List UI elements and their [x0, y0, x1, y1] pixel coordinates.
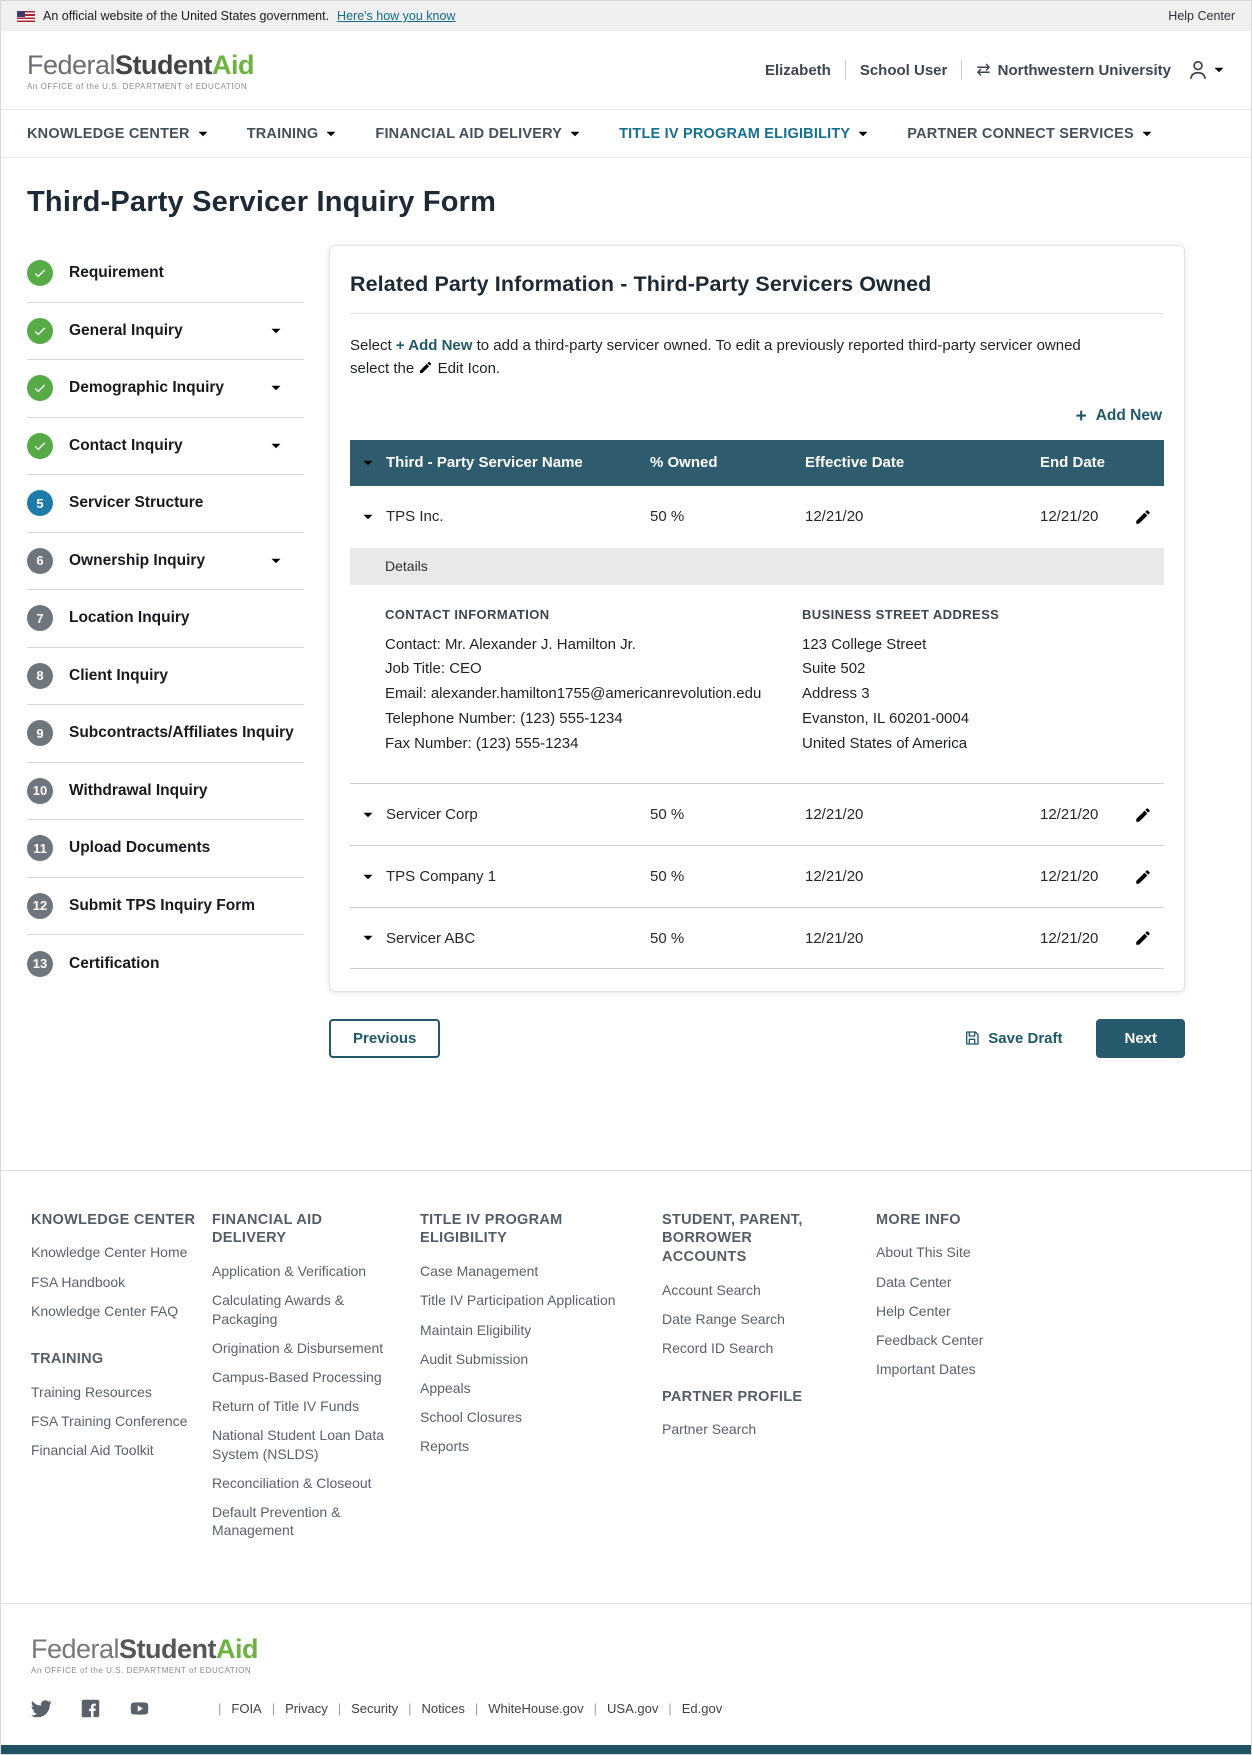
footer-heading: TRAINING: [31, 1350, 104, 1367]
edit-pencil-icon: [1134, 806, 1152, 824]
footer-link[interactable]: Date Range Search: [662, 1311, 785, 1328]
instruction-text: to add a third-party servicer owned. To edit a previously reported third-party servicer owned select the: [350, 337, 1081, 378]
col-effective-date: Effective Date: [805, 454, 905, 471]
address-line: United States of America: [802, 734, 968, 752]
logo-word-federal: Federal: [31, 1634, 120, 1665]
percent-owned: 50 %: [650, 508, 685, 525]
site-header: [1, 31, 1251, 109]
save-draft-button[interactable]: [960, 1022, 1066, 1055]
nav-label: TRAINING: [246, 125, 319, 142]
sidebar-step-demographic-inquiry[interactable]: [27, 360, 304, 418]
sidebar-step-requirement[interactable]: [27, 245, 304, 303]
business-street-address-heading: BUSINESS STREET ADDRESS: [802, 606, 1000, 622]
footer-link[interactable]: Title IV Participation Application: [420, 1292, 616, 1309]
instruction-text: Select: [350, 337, 392, 354]
twitter-icon[interactable]: [31, 1698, 52, 1719]
footer-link[interactable]: Partner Search: [662, 1421, 757, 1438]
col-servicer-name: Third - Party Servicer Name: [386, 454, 583, 471]
footer-heading: PARTNER PROFILE: [662, 1388, 803, 1405]
step-label: Contact Inquiry: [69, 436, 183, 454]
sidebar-step-withdrawal-inquiry[interactable]: [27, 763, 304, 821]
related-party-panel: [329, 245, 1185, 992]
legal-link[interactable]: | Security: [328, 1701, 398, 1716]
col-end-date: End Date: [1040, 454, 1106, 471]
footer-link[interactable]: Application & Verification: [212, 1263, 367, 1280]
previous-button[interactable]: Previous: [329, 1019, 440, 1058]
sidebar-step-location-inquiry[interactable]: [27, 590, 304, 648]
person-icon: [1185, 57, 1211, 83]
edit-pencil-icon: [1134, 929, 1152, 947]
footer-link[interactable]: Return of Title IV Funds: [212, 1398, 360, 1415]
footer-group-title-iv: [420, 1211, 662, 1456]
divider: [961, 60, 962, 80]
sidebar-step-servicer-structure[interactable]: [27, 475, 304, 533]
effective-date: 12/21/20: [805, 508, 864, 525]
row-expand-chevron-icon[interactable]: [362, 873, 374, 881]
nav-label: TITLE IV PROGRAM ELIGIBILITY: [619, 125, 851, 142]
effective-date: 12/21/20: [805, 806, 864, 824]
details-label: Details: [385, 558, 428, 574]
sidebar-step-ownership-inquiry[interactable]: [27, 533, 304, 591]
step-number-badge: 5: [27, 490, 53, 516]
footer-group-training: [31, 1350, 212, 1459]
instruction-text: Edit Icon.: [437, 360, 501, 378]
nav-partner-connect-services[interactable]: [907, 126, 1153, 142]
legal-link[interactable]: | WhiteHouse.gov: [465, 1701, 584, 1716]
bottom-teal-bar: [1, 1745, 1251, 1754]
step-label: Servicer Structure: [69, 494, 204, 512]
footer-link[interactable]: Help Center: [876, 1302, 951, 1319]
table-row: [350, 783, 1164, 845]
plus-icon: +: [1075, 405, 1087, 427]
end-date: 12/21/20: [1040, 806, 1099, 824]
logo-word-student: Student: [115, 49, 213, 80]
chevron-down-icon: [325, 130, 337, 138]
legal-link[interactable]: | USA.gov: [584, 1701, 659, 1716]
step-number-badge: 13: [27, 951, 53, 977]
col-percent-owned: % Owned: [650, 454, 718, 471]
table-row: [350, 845, 1164, 907]
step-sidebar: [27, 245, 304, 993]
contact-line: Contact: Mr. Alexander J. Hamilton Jr.: [385, 635, 636, 653]
footer-link[interactable]: Case Management: [420, 1263, 539, 1280]
address-line: Evanston, IL 60201-0004: [802, 709, 970, 727]
help-center-link[interactable]: Help Center: [1168, 9, 1235, 23]
how-you-know-link[interactable]: Here's how you know: [337, 9, 456, 23]
switch-organization-icon[interactable]: ⇄: [976, 60, 991, 79]
next-button[interactable]: Next: [1096, 1019, 1185, 1058]
row-expand-chevron-icon[interactable]: [362, 513, 374, 521]
divider: [845, 60, 846, 80]
sidebar-step-submit-tps-inquiry-form[interactable]: [27, 878, 304, 936]
contact-information-lines: [385, 634, 802, 755]
youtube-icon[interactable]: [129, 1698, 150, 1719]
logo-tagline: An OFFICE of the U.S. DEPARTMENT of EDUCATION: [31, 1666, 252, 1676]
step-number-badge: 12: [27, 893, 53, 919]
sidebar-step-upload-documents[interactable]: [27, 820, 304, 878]
nav-training[interactable]: [247, 126, 338, 142]
main-nav: [1, 109, 1251, 158]
footer-link[interactable]: Knowledge Center FAQ: [31, 1302, 179, 1319]
nav-financial-aid-delivery[interactable]: [375, 126, 581, 142]
edit-pencil-icon: [1134, 868, 1152, 886]
footer-link[interactable]: About This Site: [876, 1244, 971, 1261]
footer-link[interactable]: School Closures: [420, 1409, 522, 1426]
footer-heading: STUDENT, PARENT, BORROWER ACCOUNTS: [662, 1211, 803, 1266]
chevron-down-icon[interactable]: [270, 384, 282, 392]
footer-link[interactable]: Record ID Search: [662, 1340, 774, 1357]
form-actions: [329, 1019, 1185, 1058]
address-line: Suite 502: [802, 660, 866, 678]
address-line: Address 3: [802, 685, 870, 702]
percent-owned: 50 %: [650, 929, 685, 947]
nav-title-iv-program-eligibility[interactable]: [619, 126, 869, 142]
panel-title: Related Party Information - Third-Party Servicers Owned: [350, 272, 932, 296]
add-new-label: Add New: [1095, 407, 1162, 424]
chevron-down-icon: [1141, 130, 1153, 138]
page-title: Third-Party Servicer Inquiry Form: [27, 186, 497, 218]
step-label: Subcontracts/Affiliates Inquiry: [69, 724, 294, 742]
step-label: Location Inquiry: [69, 609, 190, 627]
facebook-icon[interactable]: [80, 1698, 101, 1719]
row-expand-chevron-icon[interactable]: [362, 934, 374, 942]
panel-instructions: [350, 334, 1090, 381]
step-number-badge: 6: [27, 548, 53, 574]
footer-link[interactable]: Reports: [420, 1438, 470, 1455]
contact-line: Fax Number: (123) 555-1234: [385, 734, 579, 752]
sidebar-step-client-inquiry[interactable]: [27, 648, 304, 706]
step-number-badge: 7: [27, 605, 53, 631]
sidebar-step-contact-inquiry[interactable]: [27, 418, 304, 476]
servicer-name: TPS Inc.: [386, 508, 444, 525]
edit-row-button[interactable]: [1122, 868, 1164, 886]
footer-group-partner-profile: [662, 1388, 876, 1439]
logo-word-student: Student: [119, 1634, 217, 1665]
servicer-name: TPS Company 1: [386, 868, 497, 886]
footer-heading: MORE INFO: [876, 1211, 961, 1228]
check-icon: [27, 375, 53, 401]
check-icon: [27, 318, 53, 344]
step-number-badge: 11: [27, 835, 53, 861]
footer-link[interactable]: Knowledge Center Home: [31, 1244, 188, 1261]
chevron-down-icon: [857, 130, 869, 138]
chevron-down-icon: [1213, 66, 1225, 74]
contact-information: [385, 607, 802, 758]
contact-line: Email: alexander.hamilton1755@americanrevolution.edu: [385, 685, 762, 702]
footer-bottom: [1, 1603, 1251, 1745]
footer-link[interactable]: Maintain Eligibility: [420, 1321, 532, 1338]
logo-word-aid: Aid: [216, 1634, 259, 1665]
user-role: School User: [859, 61, 948, 79]
end-date: 12/21/20: [1040, 929, 1099, 947]
footer-link[interactable]: Financial Aid Toolkit: [31, 1442, 154, 1459]
footer-group-more-info: [876, 1211, 983, 1379]
chevron-down-icon[interactable]: [270, 442, 282, 450]
step-label: Demographic Inquiry: [69, 379, 225, 397]
step-number-badge: 9: [27, 720, 53, 746]
us-flag-icon: [17, 11, 35, 22]
fsa-logo[interactable]: [27, 50, 254, 91]
footer-link[interactable]: Feedback Center: [876, 1331, 984, 1348]
servicer-name: Servicer Corp: [386, 806, 478, 824]
footer-link[interactable]: FSA Handbook: [31, 1273, 126, 1290]
footer-group-knowledge-center: [31, 1211, 212, 1320]
footer-link[interactable]: Important Dates: [876, 1361, 976, 1378]
organization-name: Northwestern University: [997, 61, 1171, 79]
legal-link[interactable]: | Notices: [398, 1701, 465, 1716]
step-label: Ownership Inquiry: [69, 551, 206, 569]
nav-label: PARTNER CONNECT SERVICES: [907, 125, 1134, 142]
footer-link[interactable]: Origination & Disbursement: [212, 1339, 384, 1356]
nav-label: FINANCIAL AID DELIVERY: [375, 125, 563, 142]
contact-line: Job Title: CEO: [385, 660, 482, 678]
business-street-address: [802, 607, 999, 758]
contact-line: Telephone Number: (123) 555-1234: [385, 709, 623, 727]
footer-group-student-parent-borrower: [662, 1211, 876, 1358]
step-label: Certification: [69, 954, 160, 972]
add-new-inline-link[interactable]: + Add New: [395, 337, 473, 354]
step-label: Submit TPS Inquiry Form: [69, 896, 256, 914]
details-bar: [350, 548, 1164, 585]
edit-row-button[interactable]: [1122, 508, 1164, 526]
collapse-all-chevron-icon[interactable]: [362, 459, 374, 467]
legal-link[interactable]: | Privacy: [262, 1701, 328, 1716]
step-label: Upload Documents: [69, 839, 211, 857]
table-header: [350, 440, 1164, 486]
add-new-button[interactable]: [1076, 407, 1162, 426]
chevron-down-icon[interactable]: [270, 557, 282, 565]
footer-link[interactable]: Account Search: [662, 1282, 761, 1299]
chevron-down-icon[interactable]: [270, 327, 282, 335]
nav-label: KNOWLEDGE CENTER: [27, 125, 190, 142]
user-name: Elizabeth: [764, 61, 831, 79]
logo-word-federal: Federal: [27, 49, 116, 80]
sidebar-step-certification[interactable]: [27, 935, 304, 993]
step-label: Client Inquiry: [69, 666, 169, 684]
percent-owned: 50 %: [650, 806, 685, 824]
table-row: [350, 907, 1164, 969]
effective-date: 12/21/20: [805, 929, 864, 947]
user-area: [765, 57, 1225, 83]
save-icon: [964, 1030, 980, 1046]
footer-heading: TITLE IV PROGRAM ELIGIBILITY: [420, 1211, 563, 1247]
step-label: General Inquiry: [69, 321, 183, 339]
save-draft-label: Save Draft: [988, 1029, 1063, 1047]
footer-link[interactable]: Calculating Awards & Packaging: [212, 1292, 345, 1327]
footer-link[interactable]: Default Prevention & Management: [212, 1503, 341, 1539]
divider: [350, 313, 1164, 314]
servicer-name: Servicer ABC: [386, 929, 476, 947]
account-menu[interactable]: [1185, 57, 1225, 83]
table-row: [350, 486, 1164, 548]
gov-banner: [1, 1, 1251, 31]
effective-date: 12/21/20: [805, 868, 864, 886]
footer-link[interactable]: Training Resources: [31, 1383, 152, 1400]
logo-word-aid: Aid: [212, 49, 255, 80]
edit-pencil-icon: [418, 360, 433, 375]
fsa-footer-logo[interactable]: [31, 1634, 258, 1675]
step-label: Requirement: [69, 264, 164, 282]
footer-link[interactable]: National Student Loan Data System (NSLDS): [212, 1427, 385, 1462]
end-date: 12/21/20: [1040, 868, 1099, 886]
edit-row-button[interactable]: [1122, 806, 1164, 824]
footer-link[interactable]: Appeals: [420, 1379, 471, 1396]
footer-link[interactable]: Campus-Based Processing: [212, 1368, 382, 1385]
contact-information-heading: CONTACT INFORMATION: [385, 606, 550, 622]
edit-row-button[interactable]: [1122, 929, 1164, 947]
edit-pencil-icon: [1134, 508, 1152, 526]
row-details: [350, 548, 1164, 784]
legal-links: [208, 1701, 722, 1716]
gov-banner-text: An official website of the United States government.: [43, 9, 330, 23]
content: [1, 239, 1251, 993]
footer-link[interactable]: Data Center: [876, 1273, 952, 1290]
check-icon: [27, 433, 53, 459]
sidebar-step-general-inquiry[interactable]: [27, 303, 304, 361]
check-icon: [27, 260, 53, 286]
nav-knowledge-center[interactable]: [27, 126, 209, 142]
step-number-badge: 10: [27, 778, 53, 804]
footer-heading: FINANCIAL AID DELIVERY: [212, 1211, 323, 1247]
legal-link[interactable]: | Ed.gov: [658, 1701, 722, 1716]
footer-link[interactable]: FSA Training Conference: [31, 1412, 188, 1429]
footer-heading: KNOWLEDGE CENTER: [31, 1211, 196, 1228]
chevron-down-icon: [569, 130, 581, 138]
sidebar-step-subcontracts-affiliates-inquiry[interactable]: [27, 705, 304, 763]
percent-owned: 50 %: [650, 868, 685, 886]
end-date: 12/21/20: [1040, 508, 1099, 525]
footer-link[interactable]: Audit Submission: [420, 1350, 529, 1367]
legal-link[interactable]: | FOIA: [208, 1701, 262, 1716]
step-label: Withdrawal Inquiry: [69, 781, 208, 799]
logo-tagline: An OFFICE of the U.S. DEPARTMENT of EDUCATION: [27, 81, 248, 91]
address-line: 123 College Street: [802, 635, 927, 653]
footer-group-financial-aid-delivery: [212, 1211, 420, 1540]
row-expand-chevron-icon[interactable]: [362, 811, 374, 819]
step-number-badge: 8: [27, 663, 53, 689]
chevron-down-icon: [197, 130, 209, 138]
business-street-address-lines: [802, 634, 999, 755]
site-footer: [1, 1170, 1251, 1604]
footer-link[interactable]: Reconciliation & Closeout: [212, 1474, 372, 1491]
